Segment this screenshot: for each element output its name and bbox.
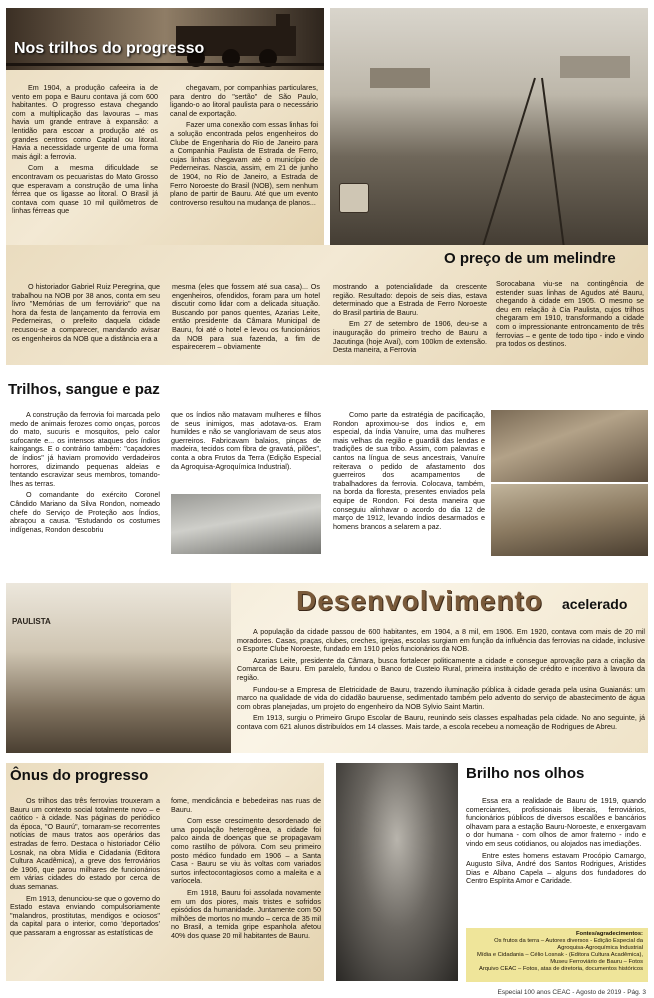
section-title-large: Desenvolvimento: [296, 585, 543, 616]
body-column: [12, 283, 160, 346]
section-title: Brilho nos olhos: [466, 765, 585, 782]
body-column: [333, 411, 485, 534]
paragraph: Entre estes homens estavam Procópio Camargo, Augusto Silva, André dos Santos Rodrigues, Aristides Dias e Albano Capela – alguns dos fundadores do Centro Espírita Amor e Caridade.: [466, 850, 646, 886]
credit-line: Museu Ferroviário de Bauru – Fotos: [550, 959, 643, 965]
body-column: [496, 280, 644, 352]
workers-group-photo: [171, 494, 321, 554]
body-column: [172, 283, 320, 355]
body-column: [10, 411, 160, 537]
body-column: [171, 411, 321, 474]
paragraph: Com esse crescimento desordenado de uma população heterogênea, a cidade foi palco ainda de doenças que se propagavam como rastilho de pólvora. Com seu primeiro posto médico fundado em 1906 – a Santa Casa - Bauru se viu às voltas com variados surtos infectocontagiosos como a maleita e a varíocela.: [171, 816, 321, 886]
paragraph: Em 27 de setembro de 1906, deu-se a inauguração do primeiro trecho de Bauru a Jacutinga (hoje Avaí), com 100km de extensão. Desta maneira, a Ferrovia: [333, 319, 487, 355]
paragraph: A população da cidade passou de 600 habitantes, em 1904, a 8 mil, em 1906. Em 1920, contava com mais de 20 mil moradores. Casas, praças, clubes, creches, igrejas, escolas surgiam em função da influência das ferrovias na cidade, inclusive o Esporte Clube Noroeste, fundado em 1910 pelos funcionários da NOB.: [237, 627, 645, 654]
paragraph: O historiador Gabriel Ruiz Peregrina, que trabalhou na NOB por 38 anos, conta em seu livro "Memórias de um ferroviário" que na hora da festa de lançamento da ferrovia em Pederneiras, o prefeito daquela cidade recusou-se a comparecer, mandando avisar os engenheiros da NOB que a distância era a: [12, 282, 160, 343]
section-title: Ônus do progresso: [10, 767, 149, 784]
section-title: Nos trilhos do progresso: [14, 40, 205, 57]
body-column: [170, 84, 318, 210]
paragraph: Azarias Leite, presidente da Câmara, busca fortalecer politicamente a cidade e consegue aprovação para a criação da Comarca de Bauru. Em paralelo, fundou o Banco de Custeio Rural, primeira instituição de crédito e incentivo à lavoura da região.: [237, 655, 645, 682]
body-column: [10, 797, 160, 941]
station-sign: PAULISTA: [12, 617, 51, 626]
ceac-logo-icon: [339, 183, 369, 213]
indigenous-huts-photo: [491, 484, 648, 556]
locomotive-illustration: [6, 8, 324, 70]
rails-illustration: [330, 8, 648, 256]
body-column: [466, 797, 646, 889]
paragraph: Fundou-se a Empresa de Eletricidade de Bauru, trazendo iluminação pública à cidade gerada pela usina Guaianás: um marco na qualidade de vida do cidadão bauruense, sedimentado também pelo advento do serviço de abastecimento de água com obras planejadas, um projeto do engenheiro da NOB Sylvio Saint Martin.: [237, 684, 645, 711]
body-column: [171, 797, 321, 944]
paragraph: mostrando a potencialidade da crescente região. Resultado: depois de seis dias, estava determinado que a Estrada de Ferro Noroeste do Brasil partiria de Bauru.: [333, 282, 487, 317]
paragraph: Com a mesma dificuldade se encontravam os pecuaristas do Mato Grosso que esperavam a construção de uma linha férrea que os ligasse ao litoral. O Brasil já contava com quase 10 mil quilômetros de linhas férreas que: [12, 163, 158, 216]
paragraph: Em 1918, Bauru foi assolada novamente em um dos piores, mais tristes e sofridos episódios da humanidade. Juntamente com 50 milhões de mortos no mundo – cerca de 35 mil no Brasil, a temida gripe espanhola afetou 40% dos quase 20 mil habitantes de Bauru.: [171, 887, 321, 940]
paragraph: Fazer uma conexão com essas linhas foi a solução encontrada pelos engenheiros do Clube de Engenharia do Rio de Janeiro para a Companhia Paulista de Estrada de Ferro, cujas linhas chegavam até o município de Pederneiras. Nascia, assim, em 21 de junho de 1904, no Rio de Janeiro, a Estrada de Ferro Noroeste do Brasil (NOB), sem nenhum plano de partir de Bauru. Até que um evento controverso resultou na mudança de planos...: [170, 120, 318, 207]
paragraph: Em 1913, surgiu o Primeiro Grupo Escolar de Bauru, reunindo seis classes espalhadas pela cidade. No ano seguinte, já contava com 621 alunos distribuídos em 14 classes. Mais tarde, a escola recebeu a nomeação de Rodrigues de Abreu.: [237, 713, 645, 731]
section-title: O preço de um melindre: [444, 250, 616, 267]
paragraph: que os índios não matavam mulheres e filhos de seus inimigos, mas adotava-os. Eram humildes e não se vangloriavam de seus atos guerreiros. Fabricavam balaios, pinças de madeira, tecidos com fibra de gravatá, pilões", conta a obra Frutos da Terra (Edição Especial da Agroquisa-Agroquímica Industrial).: [171, 410, 321, 471]
credit-line: Os frutos da terra – Autores diversos - Edição Especial da Agroquisa-Agroquímica Industrial: [494, 938, 643, 951]
credits-title: Fontes/agradecimentos:: [575, 931, 643, 937]
body-column: [333, 283, 487, 358]
section-title: Trilhos, sangue e paz: [8, 381, 160, 398]
paragraph: O comandante do exército Coronel Cândido Mariano da Silva Rondon, nomeado chefe do Serviço de Proteção aos Índios, abraçou a causa. "Estudando os costumes indígenas, Rondon descobriu: [10, 490, 160, 534]
child-portrait-photo: [336, 763, 458, 981]
railway-construction-photo: [330, 8, 648, 256]
credit-line: Mídia e Cidadania – Célio Losnak - (Editora Cultura Acadêmica),: [477, 952, 643, 958]
expedition-photo: [491, 410, 648, 482]
paulista-station-photo: [6, 583, 231, 753]
paragraph: chegavam, por companhias particulares, para dentro do "sertão" de São Paulo, ligando-o ao litoral paulista para o necessário canal de exportação.: [170, 83, 318, 118]
section-title-small: acelerado: [562, 596, 628, 612]
paragraph: Sorocabana viu-se na contingência de estender suas linhas de Agudos até Bauru, chegando à cidade em 1905. O mesmo se deu em relação à Cia Paulista, cujos trilhos chegaram em 1910, transformando a cidade com o impressionante entroncamento de três ferrovias – e gente de todo tipo - indo e vindo pra todos os destinos.: [496, 279, 644, 349]
train-photo-banner: [6, 8, 324, 70]
paragraph: fome, mendicância e bebedeiras nas ruas de Bauru.: [171, 796, 321, 814]
paragraph: Em 1913, denunciou-se que o governo do Estado estava enviando compulsoriamente "malandros, prostitutas, mendigos e ociosos" da capital para o interior, como 'deportados' que passaram a engrossar as estatísticas de: [10, 893, 160, 937]
paragraph: Como parte da estratégia de pacificação, Rondon aproximou-se dos índios e, em especial, da índia Vanuíre, uma das mulheres mais velhas da região e guardiã das lendas e tradições de sua tribo. Assim, com palavras e cantos na língua de seus ancestrais, Vanuíre reiterava o pedido de afastamento dos guerreiros dos acampamentos de trabalhadores da ferrovia. Colocava, também, na borda da floresta, presentes enviados pela equipe de Rondon. Foi desta maneira que conseguiu alinhavar o acordo do dia 12 de março de 1912, levando índios desarmados e homens brancos a selarem a paz.: [333, 410, 485, 531]
body-column: [12, 84, 158, 219]
page-footer: Especial 100 anos CEAC - Agosto de 2019 - Pág. 3: [497, 989, 646, 996]
credit-line: Arquivo CEAC – Fotos, atas de diretoria, documentos históricos: [479, 966, 643, 972]
credits-box: [466, 928, 648, 982]
paragraph: A construção da ferrovia foi marcada pelo medo de animais ferozes como onças, porcos do mato, sucuris e mosquitos, pelo calor sufocante e... os intensos ataques dos índios kaingangs. E o contrário também: "caçadores de índios" já haviam promovido verdadeiros horrores, dizimando pequenas aldeias e tentando escravizar seus membros, tomando-lhes as terras.: [10, 410, 160, 488]
paragraph: Em 1904, a produção cafeeira ia de vento em popa e Bauru contava já com 600 habitantes. O progresso estava chegando com a multiplicação das lavouras – mas havia um grande entrave à expansão: a lentidão para escoar a produção até os grandes centros como Capital ou litoral. Havia a necessidade urgente de uma forma mais ágil: a ferrovia.: [12, 83, 158, 161]
paragraph: Os trilhos das três ferrovias trouxeram a Bauru um contexto social totalmente novo – e caótico - à cidade. Nas páginas do periódico da época, "O Baurú", tornaram-se recorrentes notícias de maus tratos aos operários das estradas de ferro. Destaca o historiador Célio Losnak, na obra Mídia e Cidadania (Editora Cultura Acadêmica), a greve dos ferroviários de 1906, que parou milhares de funcionários em várias cidades do estado por cerca de duas semanas.: [10, 796, 160, 891]
paragraph: mesma (eles que fossem até sua casa)... Os engenheiros, ofendidos, foram para um hotel discutir como lidar com a delicada situação. Buscando por panos quentes, Azarias Leite, então presidente da Câmara Municipal de Bauru, foi até o hotel e levou os funcionários da NOB para sua fazenda, a fim de espairecerem – obviamente: [172, 282, 320, 352]
paragraph: Essa era a realidade de Bauru de 1919, quando comerciantes, profissionais liberais, ferroviários, funcionários públicos de diversos escalões e bancários olhavam para a estação Bauru-Noroeste, e enxergavam o dor humana - com olhos de amor fraterno - indo e vindo em seus cotidianos, ou alojados nas imediações.: [466, 796, 646, 848]
body-column: [237, 628, 645, 735]
